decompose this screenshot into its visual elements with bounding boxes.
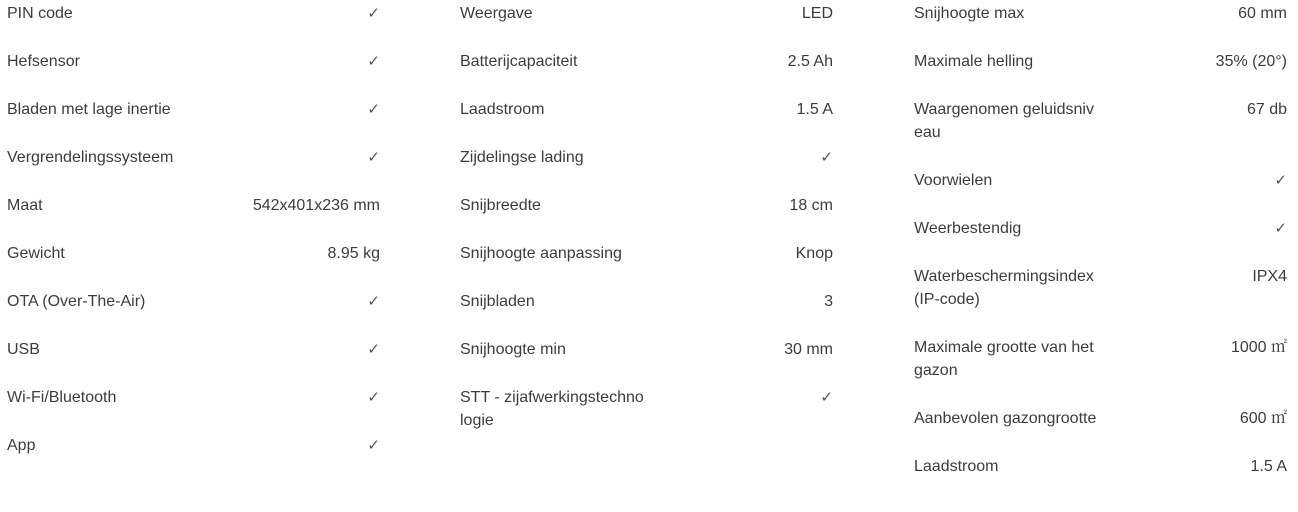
spec-row: [7, 96, 380, 144]
spec-row: [914, 215, 1287, 263]
spec-row: [7, 0, 380, 48]
spec-row: [7, 432, 380, 480]
spec-label: Weerbestendig: [914, 220, 1022, 237]
spec-label: Weergave: [460, 5, 533, 22]
spec-label: Voorwielen: [914, 172, 993, 189]
spec-label: PIN code: [7, 5, 73, 22]
spec-row: [914, 453, 1287, 501]
spec-label: Batterijcapaciteit: [460, 53, 578, 70]
spec-label: Maximale grootte van het gazon: [914, 339, 1094, 379]
spec-label: Snijhoogte max: [914, 5, 1025, 22]
spec-row: [7, 384, 380, 432]
check-icon: ✓: [367, 436, 380, 454]
spec-row: [914, 0, 1287, 48]
spec-column-1: [7, 0, 380, 480]
spec-label: Waterbeschermingsindex (IP-code): [914, 268, 1094, 308]
spec-row: [914, 48, 1287, 96]
spec-row: [914, 167, 1287, 215]
spec-value: 35% (20°): [1215, 53, 1287, 70]
check-icon: ✓: [367, 148, 380, 166]
spec-label: Maximale helling: [914, 53, 1034, 70]
spec-row: [7, 144, 380, 192]
spec-row: [914, 96, 1287, 167]
spec-value: LED: [801, 5, 833, 22]
spec-column-2: [460, 0, 833, 455]
spec-row: [460, 192, 833, 240]
spec-row: [7, 336, 380, 384]
spec-label: Wi-Fi/Bluetooth: [7, 389, 117, 406]
spec-value: 18 cm: [789, 197, 833, 214]
spec-value: 2.5 Ah: [787, 53, 833, 70]
spec-value: 3: [824, 293, 833, 310]
spec-label: Snijhoogte aanpassing: [460, 245, 622, 262]
spec-row: [460, 0, 833, 48]
spec-value: 1.5 A: [796, 101, 833, 118]
check-icon: ✓: [1274, 219, 1287, 237]
spec-row: [7, 192, 380, 240]
spec-value: Knop: [795, 245, 833, 262]
spec-column-3: [914, 0, 1287, 501]
spec-row: [460, 288, 833, 336]
spec-row: [7, 288, 380, 336]
spec-label: Laadstroom: [460, 101, 545, 118]
spec-label: Gewicht: [7, 245, 65, 262]
spec-row: [7, 48, 380, 96]
check-icon: ✓: [367, 340, 380, 358]
check-icon: ✓: [367, 4, 380, 22]
spec-value: IPX4: [1252, 268, 1287, 285]
spec-row: [460, 240, 833, 288]
spec-value: 67 db: [1246, 101, 1287, 118]
spec-label: Vergrendelingssysteem: [7, 149, 174, 166]
check-icon: ✓: [367, 100, 380, 118]
spec-label: STT - zijafwerkingstechnologie: [460, 389, 644, 429]
check-icon: ✓: [820, 388, 833, 406]
spec-value: 542x401x236 mm: [252, 197, 380, 214]
spec-row: [460, 384, 833, 455]
check-icon: ✓: [820, 148, 833, 166]
spec-row: [460, 48, 833, 96]
spec-row: [914, 263, 1287, 334]
spec-value: 600 ㎡: [1239, 410, 1287, 427]
spec-label: Snijhoogte min: [460, 341, 566, 358]
spec-label: USB: [7, 341, 40, 358]
spec-label: Aanbevolen gazongrootte: [914, 410, 1097, 427]
spec-label: Bladen met lage inertie: [7, 101, 171, 118]
check-icon: ✓: [1274, 171, 1287, 189]
spec-value: 1000 ㎡: [1230, 339, 1287, 356]
spec-value: 1.5 A: [1250, 458, 1287, 475]
spec-row: [460, 96, 833, 144]
spec-row: [914, 334, 1287, 405]
check-icon: ✓: [367, 388, 380, 406]
spec-label: Waargenomen geluidsniveau: [914, 101, 1094, 141]
spec-value: 30 mm: [784, 341, 833, 358]
check-icon: ✓: [367, 52, 380, 70]
spec-label: Hefsensor: [7, 53, 80, 70]
spec-label: Zijdelingse lading: [460, 149, 584, 166]
spec-label: Laadstroom: [914, 458, 999, 475]
spec-row: [460, 336, 833, 384]
spec-label: OTA (Over-The-Air): [7, 293, 146, 310]
spec-label: Snijbreedte: [460, 197, 541, 214]
spec-label: Snijbladen: [460, 293, 535, 310]
spec-label: Maat: [7, 197, 43, 214]
spec-label: App: [7, 437, 36, 454]
spec-value: 60 mm: [1238, 5, 1287, 22]
check-icon: ✓: [367, 292, 380, 310]
spec-row: [914, 405, 1287, 453]
spec-row: [7, 240, 380, 288]
spec-row: [460, 144, 833, 192]
spec-value: 8.95 kg: [327, 245, 380, 262]
